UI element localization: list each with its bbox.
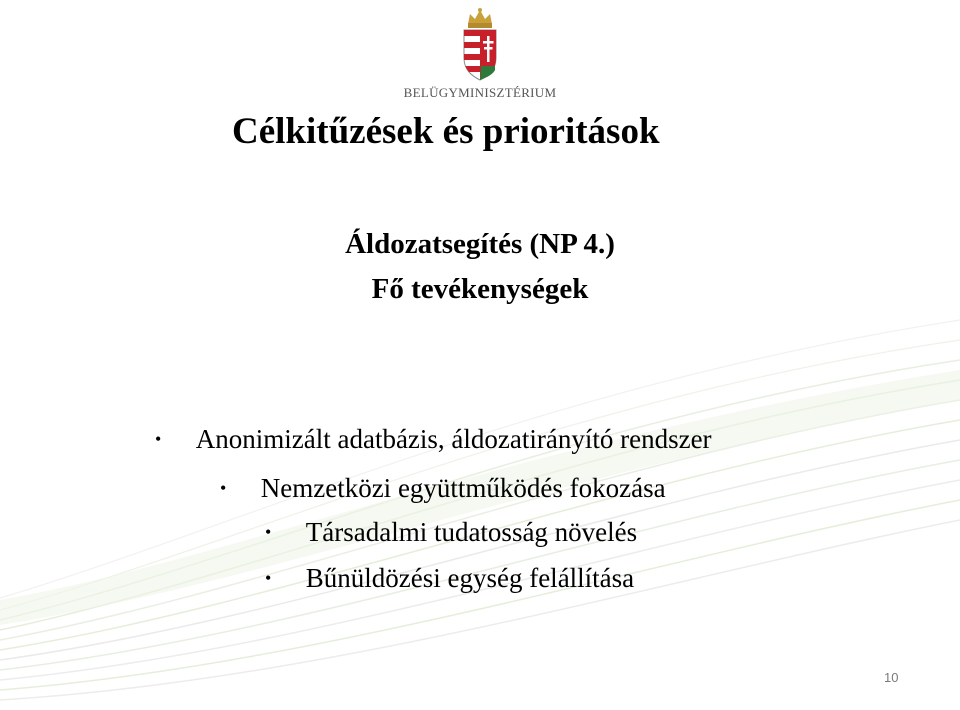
bullet-marker: • [155,429,162,449]
bullet-text: Nemzetközi együttműködés fokozása [260,473,666,503]
ministry-logo-text: BELÜGYMINISZTÉRIUM [403,85,557,100]
page-number: 10 [884,670,899,685]
slide-title: Célkitűzések és prioritások [232,111,660,152]
bullet-text: Anonimizált adatbázis, áldozatirányító rendszer [195,424,712,454]
bullet-marker: • [220,478,227,498]
bullet-marker: • [265,568,272,588]
bullet-text: Társadalmi tudatosság növelés [305,517,638,547]
bullet-item [265,516,637,548]
subtitle-line-2: Fő tevékenységek [371,273,589,305]
bullet-text: Bűnüldözési egység felállítása [305,563,635,593]
bullet-item [220,472,666,504]
subtitle-line-1: Áldozatsegítés (NP 4.) [345,228,615,260]
ministry-logo [400,6,560,100]
coat-of-arms-icon [458,6,502,82]
bullet-item [155,423,712,455]
bullet-item [265,562,634,594]
bullet-marker: • [265,522,272,542]
